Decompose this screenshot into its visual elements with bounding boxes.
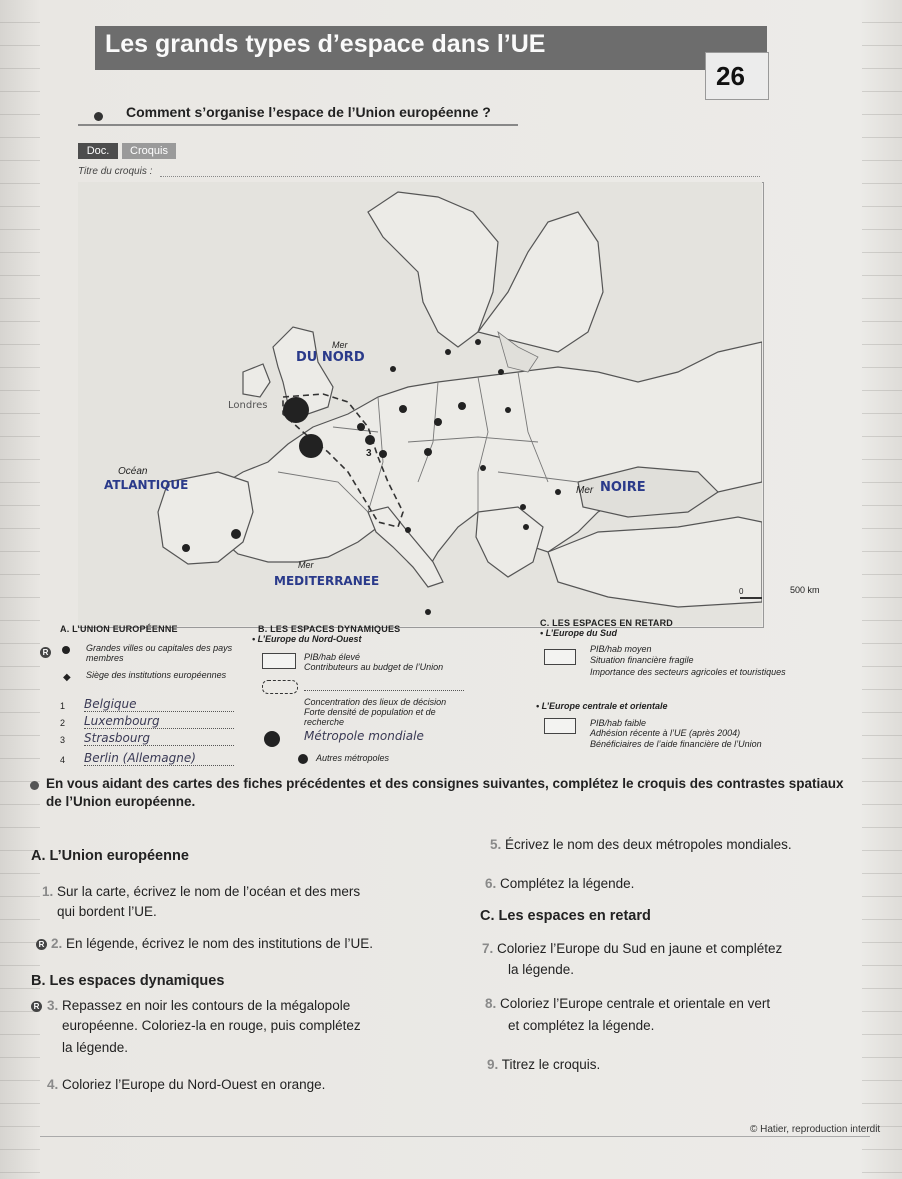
city-dot <box>365 435 375 445</box>
doc-tab: Doc. <box>78 143 118 159</box>
capital-dot <box>475 339 481 345</box>
est-aide-label: Bénéficiaires de l’aide financière de l’Union <box>590 739 762 749</box>
legend-entry-line <box>84 765 234 766</box>
instruction-8 <box>485 996 770 1011</box>
world-metropolis-handwritten-label[interactable]: Métropole mondiale <box>304 729 424 743</box>
instruction-2 <box>51 936 373 951</box>
instruction-7-number: 7. <box>482 941 494 956</box>
megalopolis-legend-line <box>304 690 464 691</box>
instruction-5-text: Écrivez le nom des deux métropoles mondiales. <box>505 837 792 852</box>
map-title-line[interactable] <box>160 176 760 177</box>
capital-dot <box>480 465 486 471</box>
instruction-2-number: 2. <box>51 936 63 951</box>
instruction-6-text: Complétez la légende. <box>500 876 635 891</box>
mediterranean-handwritten-label: MEDITERRANEE <box>274 574 380 588</box>
instruction-3-number: 3. <box>47 998 59 1013</box>
instruction-3-cont-2: la légende. <box>62 1040 129 1055</box>
legend-entry-line <box>84 745 234 746</box>
mediterranean-printed-label: Mer <box>298 560 314 570</box>
sud-sect-label: Importance des secteurs agricoles et touristiques <box>590 667 786 677</box>
legend-b-title: B. LES ESPACES DYNAMIQUES <box>258 624 401 634</box>
instruction-9-number: 9. <box>487 1057 499 1072</box>
sud-fin-label: Situation financière fragile <box>590 655 694 665</box>
instruction-8-cont: et complétez la légende. <box>508 1018 655 1033</box>
london-metropole-dot <box>283 397 309 423</box>
footer-line <box>40 1136 870 1137</box>
legend-c-title: C. LES ESPACES EN RETARD <box>540 618 673 628</box>
scale-zero-label: 0 <box>739 587 744 596</box>
city-dot <box>379 450 387 458</box>
nw-europe-legend-box <box>262 653 296 669</box>
instruction-3-text: Repassez en noir les contours de la mégalopole <box>62 998 351 1013</box>
capital-dot <box>425 609 431 615</box>
instruction-6 <box>485 876 634 891</box>
legend-entry-number: 1 <box>60 701 66 711</box>
est-pib-label: PIB/hab faible <box>590 718 647 728</box>
other-metropolis-legend-icon <box>298 754 308 764</box>
legend-entry-number: 4 <box>60 755 66 765</box>
instruction-1-text: Sur la carte, écrivez le nom de l’océan et des mers <box>57 884 361 899</box>
instructions-bullet-icon <box>30 781 39 790</box>
instruction-1-cont: qui bordent l’UE. <box>57 904 157 919</box>
paris-metropole-dot <box>299 434 323 458</box>
capital-dot <box>505 407 511 413</box>
doc-type-label: Croquis <box>122 143 176 159</box>
instruction-8-text: Coloriez l’Europe centrale et orientale en vert <box>500 996 771 1011</box>
cities-legend-label: Grandes villes ou capitales des pays membres <box>86 643 233 663</box>
capital-dot <box>520 504 526 510</box>
instruction-4-text: Coloriez l’Europe du Nord-Ouest en orange. <box>62 1077 326 1092</box>
instruction-7-text: Coloriez l’Europe du Sud en jaune et complétez <box>497 941 783 956</box>
instruction-9 <box>487 1057 600 1072</box>
question-rule <box>78 124 518 126</box>
legend-entry-number: 3 <box>60 735 66 745</box>
est-adh-label: Adhésion récente à l’UE (après 2004) <box>590 728 741 738</box>
capital-legend-icon <box>62 646 70 654</box>
ocean-handwritten-label: ATLANTIQUE <box>104 478 189 492</box>
legend-entry-line <box>84 728 234 729</box>
sea-north-printed-label: Mer <box>332 340 348 350</box>
instruction-4 <box>47 1077 325 1092</box>
instruction-4-number: 4. <box>47 1077 59 1092</box>
institutions-legend-label: Siège des institutions européennes <box>86 670 227 680</box>
europe-sketch-map[interactable] <box>78 182 762 626</box>
section-c-heading: C. Les espaces en retard <box>480 908 651 924</box>
instruction-3 <box>47 998 350 1013</box>
nw-pib-label: PIB/hab élevé <box>304 652 361 662</box>
black-sea-printed-label: Mer <box>576 485 594 496</box>
instruction-2-text: En légende, écrivez le nom des institutions de l’UE. <box>66 936 373 951</box>
legend-b-subtitle: • L’Europe du Nord-Ouest <box>252 634 362 644</box>
megalopolis-number-label: 3 <box>366 448 372 459</box>
sud-pib-label: PIB/hab moyen <box>590 644 652 654</box>
capital-dot <box>182 544 190 552</box>
legend-entry-line <box>84 711 234 712</box>
city-dot <box>357 423 365 431</box>
ocean-printed-label: Océan <box>118 466 148 477</box>
institution-legend-icon: ◆ <box>63 672 71 683</box>
section-b-heading: B. Les espaces dynamiques <box>31 973 225 989</box>
section-question: Comment s’organise l’espace de l’Union européenne ? <box>126 104 491 120</box>
instruction-1-number: 1. <box>42 884 54 899</box>
page-title: Les grands types d’espace dans l’UE <box>105 30 546 58</box>
instruction-8-number: 8. <box>485 996 497 1011</box>
page-number: 26 <box>716 61 745 91</box>
capital-dot <box>390 366 396 372</box>
east-europe-legend-box <box>544 718 576 734</box>
capital-dot <box>399 405 407 413</box>
legend-c-est-title: • L’Europe centrale et orientale <box>536 701 668 711</box>
capital-dot <box>231 529 241 539</box>
density-label: Concentration des lieux de décision <box>304 697 447 707</box>
legend-c-sud-title: • L’Europe du Sud <box>540 628 617 638</box>
instruction-9-text: Titrez le croquis. <box>501 1057 601 1072</box>
legend-c-est-text: L’Europe centrale et orientale <box>541 701 668 711</box>
capital-dot <box>555 489 561 495</box>
capital-dot <box>498 369 504 375</box>
sea-north-handwritten-label: DU NORD <box>296 350 365 365</box>
instruction-5 <box>490 837 792 852</box>
right-binding-stripes <box>862 0 902 1179</box>
other-metropolis-label: Autres métropoles <box>316 753 390 763</box>
r-badge-icon: R <box>36 939 47 950</box>
question-bullet-icon <box>94 112 103 121</box>
r-badge-icon: R <box>40 647 51 658</box>
black-sea-handwritten-label: NOIRE <box>600 480 646 495</box>
capital-dot <box>458 402 466 410</box>
capital-dot <box>405 527 411 533</box>
scale-end-label: 500 km <box>790 585 820 595</box>
instruction-7 <box>482 941 782 956</box>
megalopolis-legend-icon <box>262 680 298 694</box>
legend-entry-number: 2 <box>60 718 66 728</box>
instructions-intro-2: de l’Union européenne. <box>46 794 196 809</box>
nw-contrib-label: Contributeurs au budget de l’Union <box>304 662 444 672</box>
capital-dot <box>434 418 442 426</box>
capital-dot <box>424 448 432 456</box>
south-europe-legend-box <box>544 649 576 665</box>
r-badge-icon: R <box>31 1001 42 1012</box>
capital-dot <box>523 524 529 530</box>
instruction-1 <box>42 884 360 899</box>
legend-entry-value[interactable]: Belgique <box>84 697 137 711</box>
instructions-intro: En vous aidant des cartes des fiches précédentes et des consignes suivantes, complétez le croquis des contrastes spatiaux <box>46 776 844 791</box>
legend-c-sud-text: L’Europe du Sud <box>545 628 617 638</box>
instruction-6-number: 6. <box>485 876 497 891</box>
map-title-prompt: Titre du croquis : <box>78 166 153 177</box>
london-handwritten-label: Londres <box>228 400 268 411</box>
copyright-footer: © Hatier, reproduction interdit <box>750 1124 881 1135</box>
legend-entry-value[interactable]: Berlin (Allemagne) <box>84 751 196 765</box>
instruction-3-cont: européenne. Coloriez-la en rouge, puis complétez <box>62 1018 361 1033</box>
instruction-7-cont: la légende. <box>508 962 575 977</box>
legend-entry-value[interactable]: Luxembourg <box>84 714 160 728</box>
legend-entry-value[interactable]: Strasbourg <box>84 731 150 745</box>
capital-dot <box>445 349 451 355</box>
section-a-heading: A. L’Union européenne <box>31 848 189 864</box>
world-metropolis-legend-icon <box>264 731 280 747</box>
instruction-5-number: 5. <box>490 837 502 852</box>
legend-b-subtitle-text: L’Europe du Nord-Ouest <box>257 634 362 644</box>
legend-a-title: A. L’UNION EUROPÉENNE <box>60 624 178 634</box>
density-label-2: Forte densité de population et de recherche <box>304 707 436 727</box>
